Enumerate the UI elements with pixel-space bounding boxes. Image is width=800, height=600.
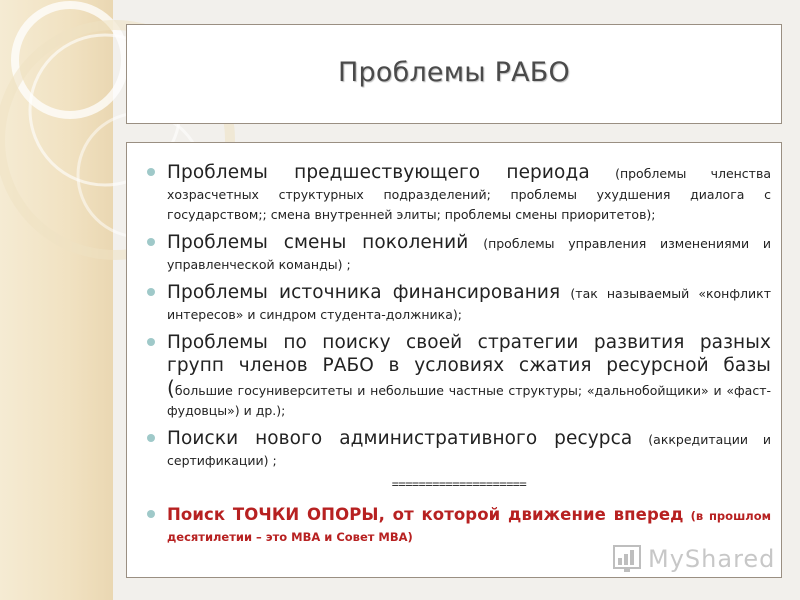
list-item [147,231,771,274]
list-item [147,281,771,324]
item-heading: Поиски нового административного ресурса [167,428,633,449]
bullet-dot-icon [147,434,155,442]
title-box [126,24,782,124]
item-detail: большие госуниверситеты и небольшие частные структуры; «дальнобойщики» и «фаст-фудовцы») и др.); [167,383,771,418]
item-detail: (проблемы членства хозрасчетных структурных подразделений; проблемы ухудшения диалога с государством;; смена внутренней элиты; проблемы смены приоритетов); [167,166,771,222]
list-item [147,331,771,420]
item-detail: (аккредитации и сертификации) ; [167,432,771,468]
bullet-dot-icon [147,168,155,176]
item-heading: Проблемы предшествующего периода [167,162,590,183]
item-heading: Проблемы смены поколений [167,232,469,253]
accent-detail: (в прошлом десятилетии – это МВА и Совет МВА) [167,509,772,544]
item-heading: Проблемы источника финансирования [167,282,561,303]
item-open-paren: ( [167,376,175,400]
slide-title: Проблемы РАБО [338,56,570,88]
watermark [612,540,782,578]
list-item [147,161,771,224]
bullet-dot-icon [147,338,155,346]
list-item [147,427,771,470]
watermark-logo-icon [612,544,642,574]
bullet-dot-icon [147,288,155,296]
bullet-dot-icon [147,510,155,518]
item-heading: Проблемы по поиску своей стратегии развития разных групп членов РАБО в условиях сжатия ресурсной базы [167,332,771,376]
accent-heading: Поиск ТОЧКИ ОПОРЫ, от которой движение вперед [167,505,684,524]
content-box [126,142,782,578]
watermark-text: MyShared [648,545,776,573]
separator-line: ==================== [391,477,527,491]
bullet-dot-icon [147,238,155,246]
bullet-list [147,161,771,470]
item-detail: (проблемы управления изменениями и управленческой команды) ; [167,236,772,272]
item-detail: (так называемый «конфликт интересов» и синдром студента-должника); [167,286,771,322]
